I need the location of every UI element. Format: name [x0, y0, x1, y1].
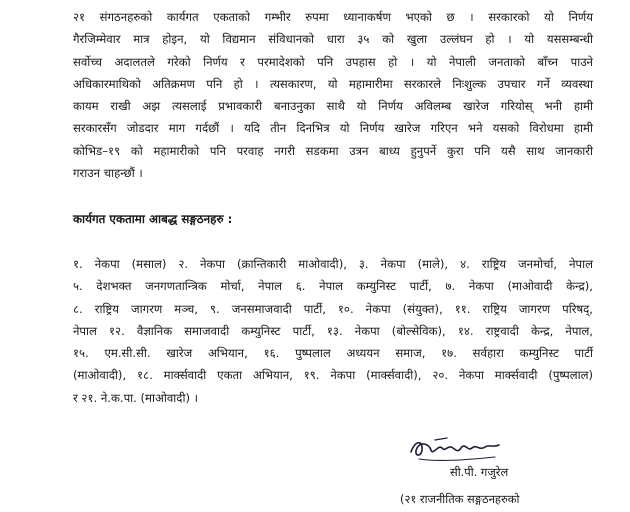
paragraph-line: गराउन चाहन्छौं ।: [73, 166, 143, 181]
organizations-heading: कार्यगत एकतामा आबद्ध सङ्गठनहरु :: [73, 212, 233, 226]
paragraph-line: २१ संगठनहरुको कार्यगत एकताको गम्भीर रुपमा ध्यानाकर्षण भएको छ । सरकारको यो निर्णय: [73, 10, 593, 24]
paragraph-line: गैरजिम्मेवार मात्र होइन, यो विद्यमान संविधानको धारा ३५ को खुला उल्लंघन हो । यो यससम्बन्धी: [73, 32, 593, 47]
signatory-organization: (२१ राजनीतिक सङ्गठनहरुको: [400, 492, 520, 506]
organizations-line: १. नेकपा (मसाल) २. नेकपा (क्रान्तिकारी माओवादी), ३. नेकपा (माले), ४. राष्ट्रिय जनमोर्चा, नेपाल: [73, 257, 593, 271]
statement-paragraph: [73, 6, 593, 184]
signatory-name: सी.पी. गजुरेल: [450, 465, 509, 479]
organizations-line: (माओवादी), १८. मार्क्सवादी एकता अभियान, १९. नेकपा (मार्क्सवादी), २०. नेकपा मार्क्सवादी (पुष्पलाल): [73, 368, 593, 383]
paragraph-line: अधिकारमाथिको अतिक्रमण पनि हो । त्यसकारण, यो महामारीमा सरकारले निःशुल्क उपचार गर्ने व्यवस्था: [73, 76, 593, 91]
paragraph-line: सरकारसँग जोडदार माग गर्दछौं । यदि तीन दिनभित्र यो निर्णय खारेज गरिएन भने यसको विरोधमा हामी: [73, 121, 593, 136]
handwritten-signature: [405, 432, 505, 466]
organizations-list: [73, 253, 593, 409]
organizations-line: नेपाल १२. वैज्ञानिक समाजवादी कम्युनिस्ट पार्टी, १३. नेकपा (बोल्सेविक), १४. राष्ट्रवादी केन्द्र, नेपाल,: [73, 323, 593, 338]
organizations-line: ८. राष्ट्रिय जागरण मञ्च, ९. जनसमाजवादी पार्टी, १०. नेकपा (संयुक्त), ११. राष्ट्रिय जागरण परिषद्,: [73, 301, 593, 316]
paragraph-line: कायम राखी अझ त्यसलाई प्रभावकारी बनाउनुका साथै यो निर्णय अविलम्ब खारेज गरियोस् भनी हामी: [73, 99, 593, 114]
organizations-line: ५. देशभक्त जनगणतान्त्रिक मोर्चा, नेपाल ६. नेपाल कम्युनिस्ट पार्टी, ७. नेकपा (माओवादी केन्द्र),: [73, 279, 593, 294]
organizations-line: १५. एम.सी.सी. खारेज अभियान, १६. पुष्पलाल अध्ययन समाज, १७. सर्वहारा कम्युनिस्ट पार्टी: [73, 346, 593, 361]
organizations-line: र २१. ने.क.पा. (माओवादी) ।: [73, 390, 199, 405]
paragraph-line: कोभिड–१९ को महामारीको पनि परवाह नगरी सडकमा उत्रन बाध्य हुनुपर्ने कुरा पनि यसै साथ जानकारी: [73, 143, 593, 158]
paragraph-line: सर्वोच्च अदालतले गरेको निर्णय र परमादेशको पनि उपहास हो । यो नेपाली जनताको बाँच्न पाउने: [73, 54, 593, 69]
